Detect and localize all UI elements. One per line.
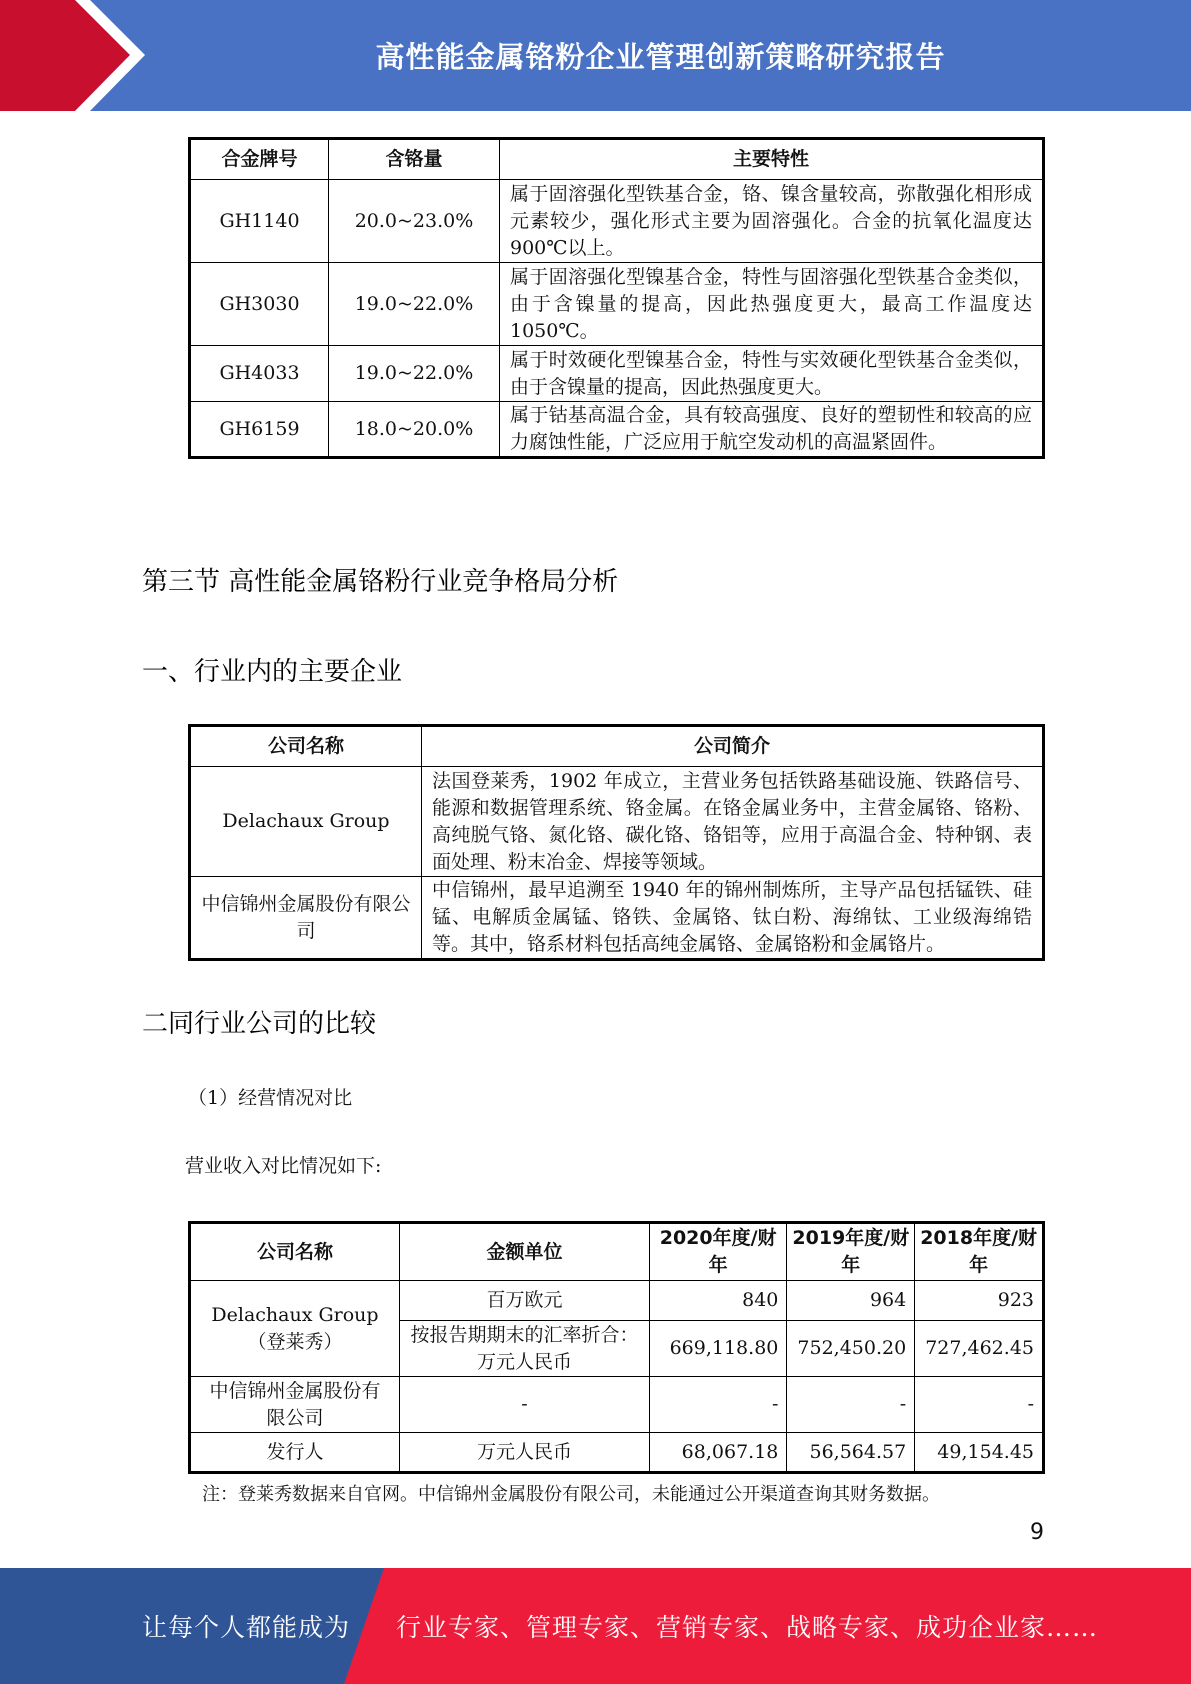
company-name: Delachaux Group [190, 767, 422, 877]
alloy-grade: GH6159 [190, 402, 329, 458]
column-header: 2018年度/财年 [915, 1223, 1044, 1281]
subsection-item: （1）经营情况对比 [188, 1087, 353, 1109]
report-title: 高性能金属铬粉企业管理创新策略研究报告 [375, 40, 946, 74]
revenue-2018: 923 [915, 1281, 1044, 1321]
revenue-2018: - [915, 1377, 1044, 1433]
alloy-table [188, 137, 1045, 459]
table-row [190, 180, 1044, 263]
column-header: 公司名称 [190, 726, 422, 767]
table-row [190, 402, 1044, 458]
table-row [190, 346, 1044, 402]
company-name: 发行人 [190, 1433, 400, 1473]
revenue-2020: 68,067.18 [649, 1433, 786, 1473]
alloy-feature: 属于固溶强化型铁基合金，铬、镍含量较高，弥散强化相形成元素较少，强化形式主要为固溶强化。合金的抗氧化温度达 900℃以上。 [500, 180, 1044, 263]
section-title: 第三节 高性能金属铬粉行业竞争格局分析 [142, 567, 619, 597]
revenue-2018: 49,154.45 [915, 1433, 1044, 1473]
table-row [190, 1433, 1044, 1473]
amount-unit: - [399, 1377, 649, 1433]
table-row [190, 877, 1044, 960]
chromium-content: 18.0~20.0% [329, 402, 500, 458]
revenue-2019: 752,450.20 [787, 1321, 915, 1377]
column-header: 2020年度/财年 [649, 1223, 786, 1281]
subsection-title: 一、行业内的主要企业 [142, 657, 403, 687]
footer-slogan-left: 让每个人都能成为 [142, 1613, 351, 1642]
header-arrow-icon [0, 0, 150, 111]
company-name: 中信锦州金属股份有限公司 [190, 877, 422, 960]
company-intro: 中信锦州，最早追溯至 1940 年的锦州制炼所，主导产品包括锰铁、硅锰、电解质金属锰、铬铁、金属铬、钛白粉、海绵钛、工业级海绵锆等。其中，铬系材料包括高纯金属铬、金属铬粉和金属铬片。 [422, 877, 1044, 960]
alloy-feature: 属于固溶强化型镍基合金，特性与固溶强化型铁基合金类似，由于含镍量的提高，因此热强度更大，最高工作温度达 1050℃。 [500, 263, 1044, 346]
revenue-2020: - [649, 1377, 786, 1433]
subsection-title: 二同行业公司的比较 [142, 1009, 377, 1039]
amount-unit: 百万欧元 [399, 1281, 649, 1321]
chromium-content: 20.0~23.0% [329, 180, 500, 263]
table-note: 注：登莱秀数据来自官网。中信锦州金属股份有限公司，未能通过公开渠道查询其财务数据。 [202, 1484, 940, 1505]
revenue-2018: 727,462.45 [915, 1321, 1044, 1377]
revenue-2020: 669,118.80 [649, 1321, 786, 1377]
revenue-2019: - [787, 1377, 915, 1433]
column-header: 含铬量 [329, 139, 500, 180]
alloy-grade: GH4033 [190, 346, 329, 402]
chromium-content: 19.0~22.0% [329, 263, 500, 346]
alloy-feature: 属于钴基高温合金，具有较高强度、良好的塑韧性和较高的应力腐蚀性能，广泛应用于航空发动机的高温紧固件。 [500, 402, 1044, 458]
alloy-grade: GH3030 [190, 263, 329, 346]
table-row [190, 1377, 1044, 1433]
table-row [190, 1281, 1044, 1321]
report-header-banner [0, 0, 1191, 111]
table-row [190, 767, 1044, 877]
column-header: 公司简介 [422, 726, 1044, 767]
column-header: 2019年度/财年 [787, 1223, 915, 1281]
alloy-feature: 属于时效硬化型镍基合金，特性与实效硬化型铁基合金类似，由于含镍量的提高，因此热强度更大。 [500, 346, 1044, 402]
revenue-2020: 840 [649, 1281, 786, 1321]
intro-paragraph: 营业收入对比情况如下: [185, 1155, 382, 1177]
company-intro: 法国登莱秀，1902 年成立，主营业务包括铁路基础设施、铁路信号、能源和数据管理系统、铬金属。在铬金属业务中，主营金属铬、铬粉、高纯脱气铬、氮化铬、碳化铬、铬铝等，应用于高温合金、特种钢、表面处理、粉末冶金、焊接等领域。 [422, 767, 1044, 877]
table-header-row [190, 139, 1044, 180]
page-number: 9 [1030, 1520, 1044, 1545]
revenue-2019: 964 [787, 1281, 915, 1321]
amount-unit: 万元人民币 [399, 1433, 649, 1473]
company-name: 中信锦州金属股份有限公司 [190, 1377, 400, 1433]
column-header: 主要特性 [500, 139, 1044, 180]
table-row [190, 263, 1044, 346]
table-header-row [190, 726, 1044, 767]
amount-unit: 按报告期期末的汇率折合：万元人民币 [399, 1321, 649, 1377]
column-header: 金额单位 [399, 1223, 649, 1281]
column-header: 公司名称 [190, 1223, 400, 1281]
company-name: Delachaux Group（登莱秀） [190, 1281, 400, 1377]
footer-slogan-right: 行业专家、管理专家、营销专家、战略专家、成功企业家…… [396, 1613, 1099, 1642]
revenue-2019: 56,564.57 [787, 1433, 915, 1473]
revenue-table [188, 1221, 1045, 1474]
alloy-grade: GH1140 [190, 180, 329, 263]
chromium-content: 19.0~22.0% [329, 346, 500, 402]
column-header: 合金牌号 [190, 139, 329, 180]
footer-banner [0, 1568, 1191, 1684]
company-table [188, 724, 1045, 961]
table-header-row [190, 1223, 1044, 1281]
